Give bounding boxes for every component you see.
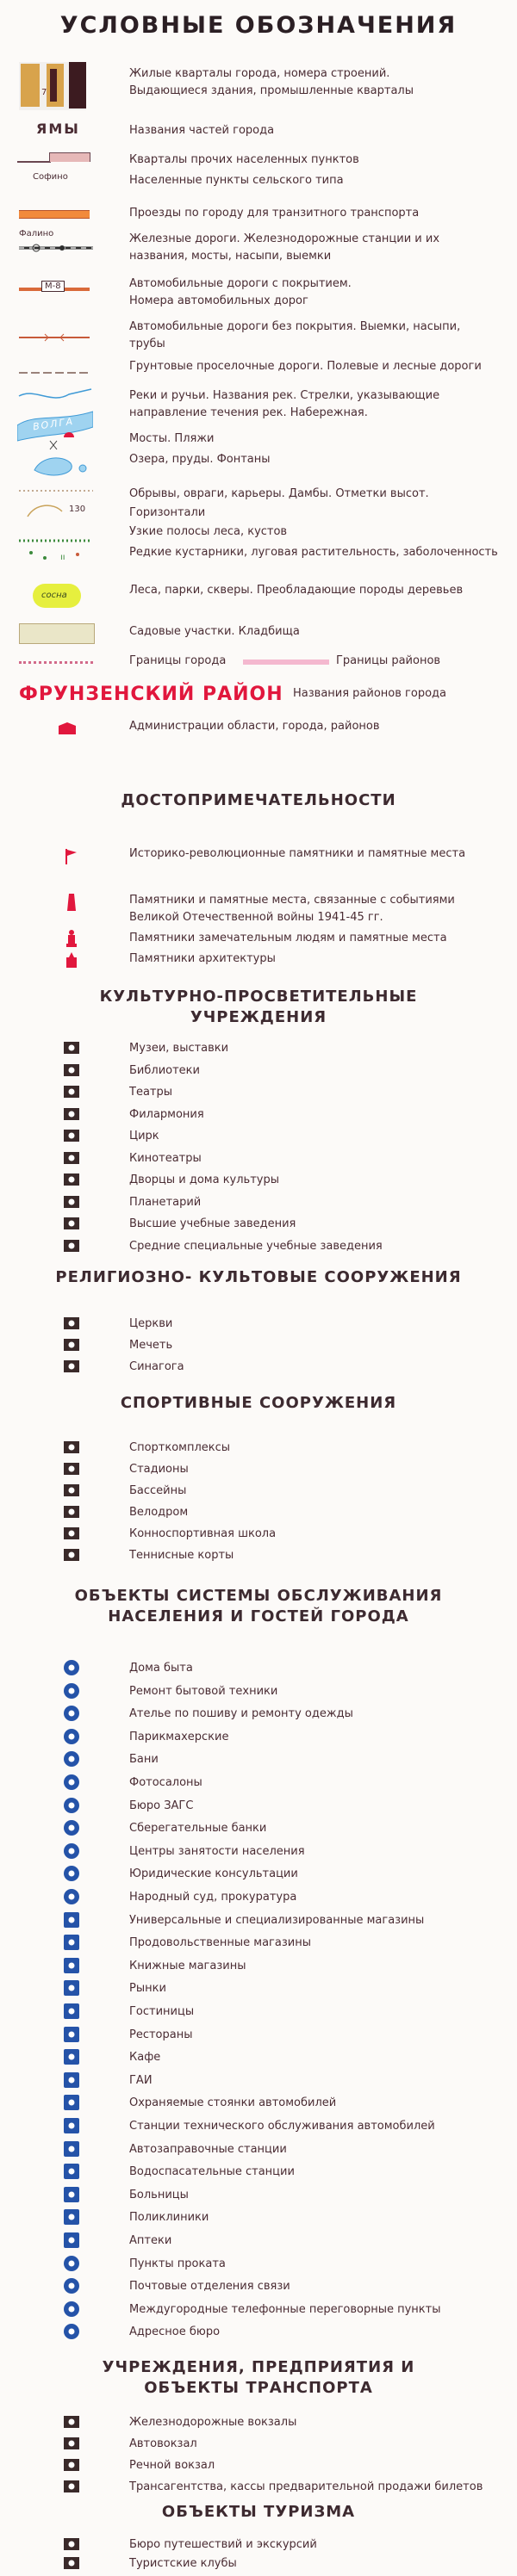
legend-label: Парикмахерские [129, 1730, 229, 1743]
telephone-icon [62, 2300, 81, 2322]
market-icon [62, 1978, 81, 2001]
legend-label: Населенные пункты сельского типа [129, 174, 344, 187]
tree-species-sample: сосна [41, 591, 67, 600]
university-icon [62, 1214, 81, 1236]
address-bureau-icon [62, 2322, 81, 2344]
legend-label: Теннисные корты [129, 1549, 234, 1562]
legend-label: Гостиницы [129, 2005, 195, 2018]
svg-text:ıı: ıı [60, 553, 65, 562]
section-title: РЕЛИГИОЗНО- КУЛЬТОВЫЕ СООРУЖЕНИЯ [55, 1268, 462, 1286]
photo-icon [62, 1773, 81, 1795]
legend-label: Центры занятости населения [129, 1844, 305, 1858]
legend-label: Театры [129, 1086, 172, 1099]
architecture-monument-icon [64, 952, 79, 971]
savings-bank-icon [62, 1818, 81, 1841]
appliance-repair-icon [62, 1681, 81, 1704]
legend-label: Бани [129, 1753, 159, 1767]
section-title: ДОСТОПРИМЕЧАТЕЛЬНОСТИ [121, 791, 396, 809]
tailor-icon [62, 1704, 81, 1726]
library-icon [62, 1061, 81, 1083]
settlement-sample: Софино [33, 172, 68, 182]
district-name-sample: ФРУНЗЕНСКИЙ РАЙОН [19, 684, 283, 705]
legend-label: Выдающиеся здания, промышленные кварталы [129, 84, 414, 97]
legend-label: Памятники и памятные места, связанные с событиями Великой Отечественной войны 1941-45 гг. [129, 894, 455, 924]
employment-icon [62, 1842, 81, 1864]
tennis-icon [62, 1545, 81, 1568]
garden-symbol [19, 623, 95, 644]
church-icon [62, 1314, 81, 1336]
legal-icon [62, 1864, 81, 1886]
page-title: УСЛОВНЫЕ ОБОЗНАЧЕНИЯ [59, 12, 458, 39]
legend-label: Названия районов города [293, 687, 446, 700]
legend-label: Средние специальные учебные заведения [129, 1239, 383, 1253]
section-title: НАСЕЛЕНИЯ И ГОСТЕЙ ГОРОДА [108, 1607, 409, 1625]
legend-label: Трансагентства, кассы предварительной продажи билетов [129, 2480, 483, 2493]
district-border-symbol [243, 659, 329, 665]
legend-label: Рестораны [129, 2028, 193, 2041]
legend-label: Народный суд, прокуратура [129, 1891, 297, 1904]
legend-label: Редкие кустарники, луговая растительность, заболоченность [129, 546, 498, 559]
legend-label: Жилые кварталы города, номера строений. [129, 67, 390, 80]
legend-label: Библиотеки [129, 1063, 200, 1077]
hotel-icon [62, 2002, 81, 2024]
legend-label: Речной вокзал [129, 2459, 215, 2472]
legend-label: Велодром [129, 1506, 189, 1519]
legend-label: Цирк [129, 1130, 159, 1142]
legend-label: Проезды по городу для транзитного транспорта [129, 207, 420, 220]
legend-label: Универсальные и специализированные магазины [129, 1913, 425, 1927]
river-name-sample: ВОЛГА [32, 415, 75, 433]
bus-station-icon [62, 2434, 81, 2456]
post-icon [62, 2276, 81, 2299]
legend-label: Больницы [129, 2188, 189, 2201]
section-title: ОБЪЕКТЫ СИСТЕМЫ ОБСЛУЖИВАНИЯ [74, 1587, 443, 1605]
legend-label: Фотосалоны [129, 1776, 202, 1789]
car-service-icon [62, 2116, 81, 2139]
legend-label: Туристские клубы [129, 2557, 237, 2570]
administration-icon [59, 721, 76, 734]
legend-label: Автомобильные дороги без покрытия. Выемки, насыпи, трубы [129, 320, 461, 350]
legend-label: Юридические консультации [129, 1867, 298, 1881]
legend-label: Озера, пруды. Фонтаны [129, 453, 271, 466]
mosque-icon [62, 1335, 81, 1358]
legend-label: Памятники замечательным людям и памятные места [129, 932, 447, 944]
section-title: СПОРТИВНЫЕ СООРУЖЕНИЯ [120, 1394, 397, 1412]
legend-label: Поликлиники [129, 2211, 209, 2225]
legend-label: Книжные магазины [129, 1959, 246, 1972]
legend-label: Церкви [129, 1317, 173, 1330]
circus-icon [62, 1126, 81, 1149]
legend-label: Кинотеатры [129, 1151, 202, 1165]
museum-icon [62, 1038, 81, 1061]
stadium-icon [62, 1459, 81, 1482]
grocery-icon [62, 1933, 81, 1955]
pool-icon [62, 1481, 81, 1503]
legend-label: Планетарий [129, 1195, 202, 1209]
legend-label: Дворцы и дома культуры [129, 1173, 279, 1186]
household-services-icon [62, 1658, 81, 1681]
red-flag-icon [64, 849, 78, 868]
legend-label: Мечеть [129, 1339, 173, 1352]
legend-label: Музеи, выставки [129, 1042, 229, 1055]
forest-strip-symbol [19, 530, 91, 536]
legend-label: Ремонт бытовой техники [129, 1684, 278, 1698]
height-mark-sample: 130 [69, 505, 86, 514]
rescue-icon [62, 2162, 81, 2184]
dirt-road-symbol [19, 363, 90, 370]
legend-label: Автозаправочные станции [129, 2142, 287, 2156]
legend-label: Сберегательные банки [129, 1822, 267, 1836]
legend-label: Обрывы, овраги, карьеры. Дамбы. Отметки высот. [129, 487, 429, 500]
hospital-icon [62, 2185, 81, 2208]
store-icon [62, 1910, 81, 1933]
legend-label: Мосты. Пляжи [129, 432, 215, 445]
unpaved-road-symbol [19, 329, 90, 337]
legend-label: Охраняемые стоянки автомобилей [129, 2096, 337, 2110]
tourist-club-icon [62, 2554, 81, 2576]
legend-label: Бюро ЗАГС [129, 1799, 194, 1812]
water-symbols [17, 387, 93, 482]
legend-label: Стадионы [129, 1463, 189, 1476]
station-sample: Фалино [19, 229, 54, 238]
traffic-police-icon [62, 2071, 81, 2093]
legend-label: Конноспортивная школа [129, 1527, 277, 1540]
planetarium-icon [62, 1192, 81, 1215]
legend-label: Грунтовые проселочные дороги. Полевые и лесные дороги [129, 360, 482, 373]
legend-label: Кафе [129, 2051, 161, 2065]
cafe-icon [62, 2047, 81, 2070]
clinic-icon [62, 2208, 81, 2230]
transit-road-symbol [19, 210, 90, 219]
war-memorial-icon [65, 894, 78, 914]
legend-label: Рынки [129, 1982, 166, 1996]
legend-label: Ателье по пошиву и ремонту одежды [129, 1707, 353, 1721]
railway-station-icon [62, 2412, 81, 2435]
legend-label: Границы районов [336, 654, 441, 667]
legend-label: Названия частей города [129, 124, 275, 137]
section-title: УЧРЕЖДЕНИЯ, ПРЕДПРИЯТИЯ И [102, 2358, 415, 2376]
legend-label: Железные дороги. Железнодорожные станции и их названия, мосты, насыпи, выемки [129, 232, 440, 263]
legend-label: Спорткомплексы [129, 1441, 231, 1454]
legend-label: Бюро путешествий и экскурсий [129, 2538, 317, 2551]
bookstore-icon [62, 1956, 81, 1978]
legend-label: Продовольственные магазины [129, 1936, 311, 1950]
section-title: ОБЪЕКТЫ ТРАНСПОРТА [144, 2379, 373, 2397]
legend-label: Границы города [129, 654, 227, 667]
restaurant-icon [62, 2025, 81, 2047]
legend-label: Высшие учебные заведения [129, 1217, 296, 1230]
residential-block-symbol: 7 [19, 62, 86, 110]
legend-label: Водоспасательные станции [129, 2165, 295, 2179]
bathhouse-icon [62, 1749, 81, 1772]
legend-label: Почтовые отделения связи [129, 2280, 290, 2294]
legend-label: Леса, парки, скверы. Преобладающие породы деревьев [129, 584, 464, 597]
court-icon [62, 1887, 81, 1910]
city-part-sample: ЯМЫ [36, 121, 80, 137]
rental-icon [62, 2254, 81, 2276]
legend-label: Междугородные телефонные переговорные пункты [129, 2302, 441, 2316]
road-number-sample: М-8 [41, 281, 65, 292]
legend-label: Автовокзал [129, 2437, 197, 2450]
legend-label: Автомобильные дороги с покрытием. [129, 277, 352, 290]
legend-label: Дома быта [129, 1662, 193, 1675]
legend-label: Бассейны [129, 1484, 187, 1497]
legend-label: Пункты проката [129, 2257, 226, 2270]
philharmonic-icon [62, 1105, 81, 1127]
legend-label: Номера автомобильных дорог [129, 294, 308, 307]
college-icon [62, 1236, 81, 1259]
legend-label: Администрации области, города, районов [129, 720, 380, 733]
legend-label: Памятники архитектуры [129, 952, 276, 965]
city-border-symbol [19, 661, 93, 666]
monument-person-icon [65, 930, 78, 951]
railway-symbol [19, 241, 93, 253]
shrub-symbol [26, 548, 86, 565]
legend-label: Кварталы прочих населенных пунктов [129, 153, 359, 166]
equestrian-icon [62, 1524, 81, 1546]
legend-label: Узкие полосы леса, кустов [129, 525, 288, 538]
legend-label: ГАИ [129, 2073, 153, 2087]
section-title: КУЛЬТУРНО-ПРОСВЕТИТЕЛЬНЫЕ УЧРЕЖДЕНИЯ [99, 988, 418, 1026]
legend-label: Историко-революционные памятники и памятные места [129, 847, 466, 860]
section-title: ОБЪЕКТЫ ТУРИЗМА [161, 2503, 356, 2521]
parking-icon [62, 2093, 81, 2115]
river-port-icon [62, 2455, 81, 2478]
legend-label: Филармония [129, 1107, 204, 1121]
velodrome-icon [62, 1502, 81, 1525]
legend-label: Синагога [129, 1360, 184, 1373]
legend-label: Садовые участки. Кладбища [129, 625, 300, 638]
hairdresser-icon [62, 1727, 81, 1749]
pharmacy-icon [62, 2231, 81, 2253]
legend-label: Станции технического обслуживания автомобилей [129, 2120, 435, 2133]
cinema-icon [62, 1149, 81, 1171]
ticket-office-icon [62, 2477, 81, 2499]
synagogue-icon [62, 1357, 81, 1379]
legend-label: Железнодорожные вокзалы [129, 2416, 297, 2429]
theatre-icon [62, 1082, 81, 1105]
sport-complex-icon [62, 1438, 81, 1460]
legend-label: Горизонтали [129, 506, 206, 519]
fuel-icon [62, 2139, 81, 2162]
culture-palace-icon [62, 1170, 81, 1192]
legend-label: Адресное бюро [129, 2325, 221, 2339]
relief-symbol [19, 486, 93, 520]
registry-icon [62, 1796, 81, 1818]
legend-label: Реки и ручьи. Названия рек. Стрелки, указывающие направление течения рек. Набережная. [129, 389, 440, 419]
legend-label: Аптеки [129, 2234, 172, 2247]
